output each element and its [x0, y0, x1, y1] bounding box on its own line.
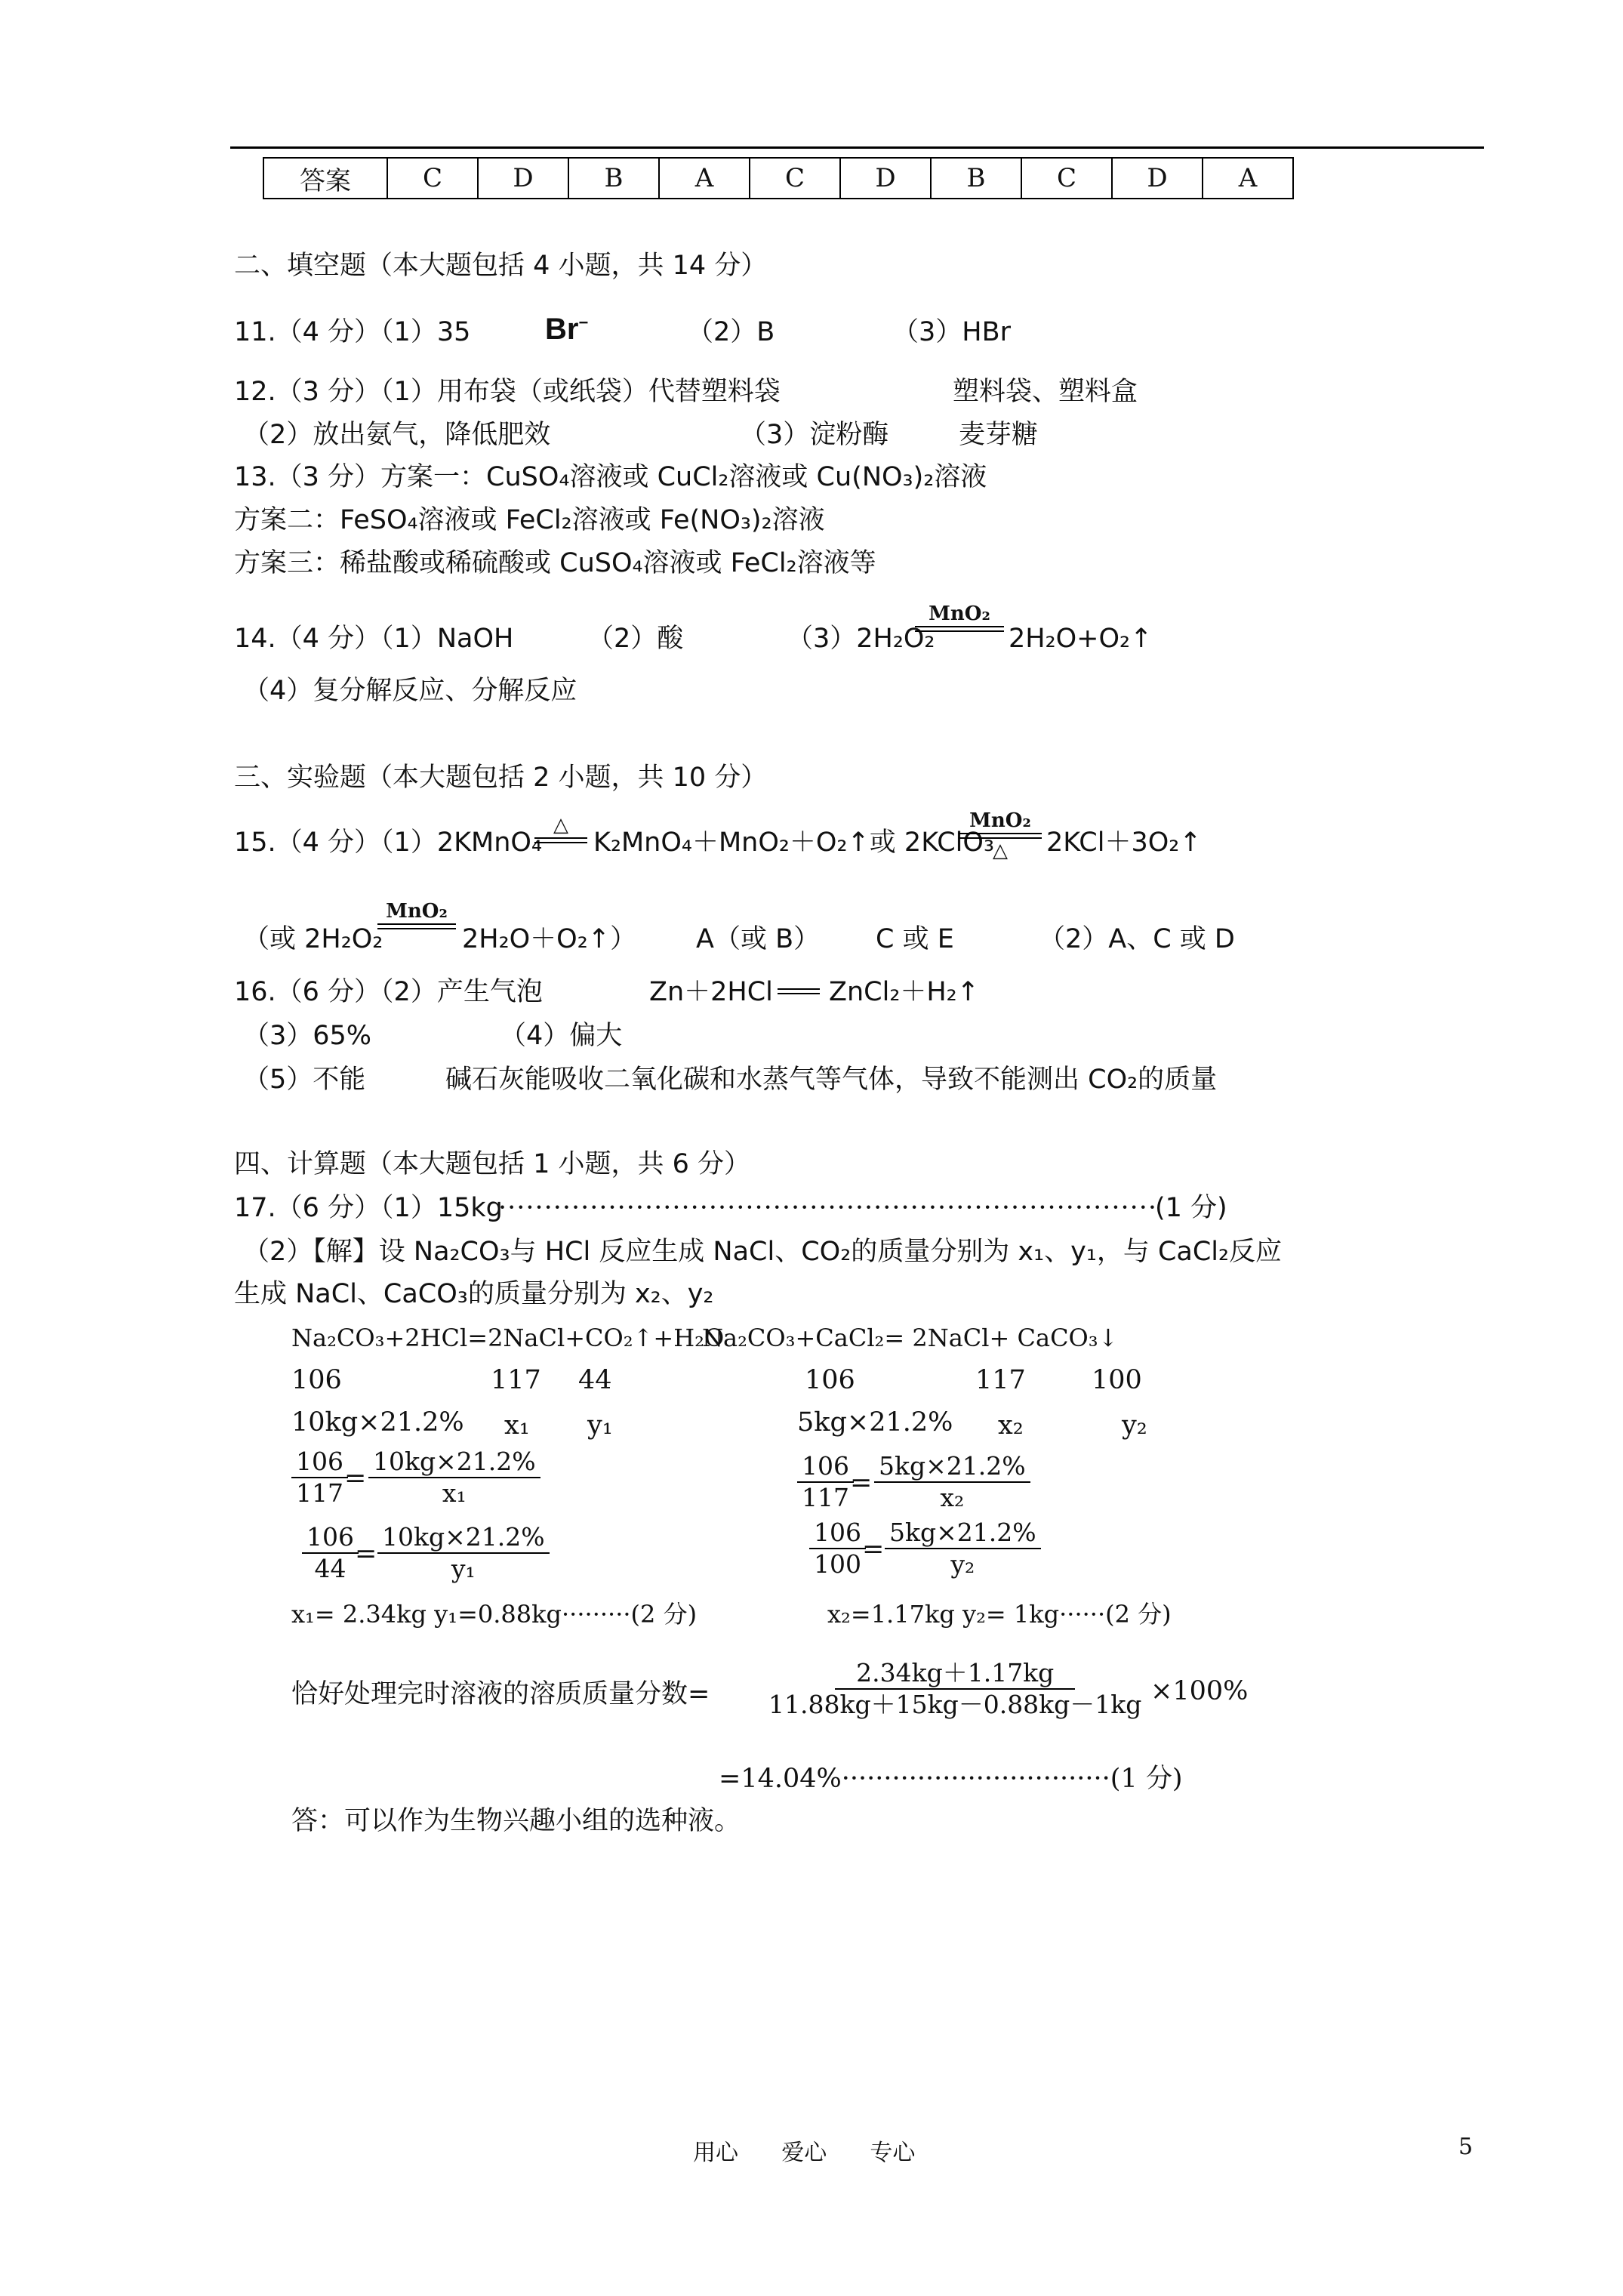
q17-mass5: 117	[975, 1365, 1026, 1395]
q17-value1: 10kg×21.2%	[291, 1407, 464, 1438]
q17-mass2: 117	[491, 1365, 541, 1395]
section3-title: 三、实验题（本大题包括 2 小题，共 10 分）	[234, 763, 768, 793]
q12-part3: （3）淀粉酶	[740, 420, 889, 450]
answer-cell-4: A	[659, 158, 750, 199]
q12-part3b: 麦芽糖	[959, 420, 1039, 450]
q17-ratio4-equals: =	[862, 1534, 885, 1564]
q17-ratio1-left: $\frac{106}{117}$	[291, 1447, 348, 1509]
q12-part2: （2）放出氨气，降低肥效	[243, 420, 551, 450]
q11-part3: （3）HBr	[892, 317, 1011, 347]
q17-ratio2-equals: =	[850, 1468, 873, 1498]
q15-part1f: A（或 B）	[696, 924, 821, 954]
answer-cell-9: D	[1112, 158, 1203, 199]
q17-ratio4-left: $\frac{106}{100}$	[809, 1518, 866, 1579]
answer-cell-8: C	[1021, 158, 1112, 199]
q16-equation-left: Zn＋2HCl	[649, 977, 773, 1007]
q17-solution-line2: 生成 NaCl、CaCO₃的质量分别为 x₂、y₂	[234, 1279, 714, 1309]
q17-final-result: =14.04%································(1 分)	[719, 1764, 1183, 1794]
q16-part4: （4）偏大	[500, 1021, 623, 1051]
q17-percent-multiplier: ×100%	[1150, 1676, 1249, 1706]
q17-part1-dots: ········································································	[498, 1193, 1158, 1223]
answer-cell-6: D	[840, 158, 931, 199]
q17-fraction-label: 恰好处理完时溶液的溶质质量分数=	[291, 1679, 710, 1709]
q17-mass4: 106	[805, 1365, 855, 1395]
answer-table	[263, 157, 1294, 199]
q16-part3: （3）65%	[243, 1021, 372, 1051]
q17-answer: 答：可以作为生物兴趣小组的选种液。	[291, 1806, 741, 1836]
q14-part1: 14.（4 分）（1）NaOH	[234, 624, 514, 654]
q15-part1d: （或 2H₂O₂	[243, 924, 383, 954]
q14-part3: （3）2H₂O₂	[787, 624, 935, 654]
answer-cell-10: A	[1203, 158, 1293, 199]
top-rule	[230, 146, 1484, 149]
answer-cell-3: B	[568, 158, 659, 199]
q17-mass3: 44	[578, 1365, 612, 1395]
q16-arrow	[778, 986, 820, 997]
footer-motto: 用心 爱心 专心	[693, 2140, 916, 2166]
q17-result2: x₂=1.17kg y₂= 1kg······(2 分)	[827, 1600, 1172, 1629]
q15-part1: 15.（4 分）（1）2KMnO₄	[234, 827, 543, 858]
answer-cell-5: C	[750, 158, 840, 199]
q17-equation1: Na₂CO₃+2HCl=2NaCl+CO₂↑+H₂O	[291, 1324, 725, 1352]
q11-part2: （2）B	[687, 317, 775, 347]
q12-part1: 12.（3 分）（1）用布袋（或纸袋）代替塑料袋	[234, 377, 781, 407]
q15-part1e: 2H₂O＋O₂↑）	[462, 924, 637, 954]
q14-part4: （4）复分解反应、分解反应	[243, 676, 577, 706]
q17-value4: 5kg×21.2%	[797, 1407, 953, 1438]
q17-ratio3-left: $\frac{106}{44}$	[302, 1522, 359, 1584]
q11-part1: 11.（4 分）（1）35	[234, 317, 471, 347]
q15-part2: （2）A、C 或 D	[1039, 924, 1235, 954]
q17-mass-fraction: $\frac{2.34kg+1.17kg}{11.88kg+15kg-0.88kg-1kg}$	[768, 1658, 1142, 1719]
q17-ratio3-equals: =	[355, 1539, 377, 1569]
page-number: 5	[1458, 2134, 1474, 2160]
q16-part2: 16.（6 分）（2）产生气泡	[234, 977, 543, 1007]
q17-part1-points: (1 分)	[1155, 1193, 1227, 1223]
q17-ratio4-right: $\frac{5kg\times 21.2\%}{\text{y₂}}$	[885, 1518, 1041, 1579]
q17-result1: x₁= 2.34kg y₁=0.88kg·········(2 分)	[291, 1600, 698, 1629]
q17-part1: 17.（6 分）（1）15kg	[234, 1193, 503, 1223]
q17-ratio1-right: $\frac{10kg\times 21.2\%}{\text{x₁}}$	[368, 1447, 540, 1509]
q15-catalyst-arrow: MnO₂	[377, 901, 456, 932]
q17-value6: y₂	[1122, 1410, 1147, 1441]
section2-title: 二、填空题（本大题包括 4 小题，共 14 分）	[234, 251, 768, 281]
q15-part1g: C 或 E	[876, 924, 954, 954]
q15-part1c: 2KCl＋3O₂↑	[1046, 827, 1202, 858]
q15-catalyst-heat-arrow: MnO₂ △	[959, 811, 1042, 861]
q17-equation2: Na₂CO₃+CaCl₂= 2NaCl+ CaCO₃↓	[702, 1324, 1119, 1352]
answer-table-header: 答案	[263, 158, 387, 199]
q14-part3-products: 2H₂O+O₂↑	[1009, 624, 1153, 654]
q17-ratio3-right: $\frac{10kg\times 21.2\%}{\text{y₁}}$	[377, 1522, 550, 1584]
q16-part5: （5）不能	[243, 1065, 366, 1095]
q17-ratio2-left: $\frac{106}{117}$	[797, 1451, 854, 1513]
q12-part1b: 塑料袋、塑料盒	[953, 377, 1138, 407]
q13-line1: 13.（3 分）方案一：CuSO₄溶液或 CuCl₂溶液或 Cu(NO₃)₂溶液	[234, 462, 987, 492]
section4-title: 四、计算题（本大题包括 1 小题，共 6 分）	[234, 1149, 751, 1179]
q17-ratio1-equals: =	[344, 1463, 367, 1493]
answer-cell-2: D	[478, 158, 568, 199]
q17-ratio2-right: $\frac{5kg\times 21.2\%}{\text{x₂}}$	[874, 1451, 1030, 1513]
q17-value3: y₁	[587, 1410, 613, 1441]
answer-cell-1: C	[387, 158, 478, 199]
q11-bromide: Br−	[545, 313, 589, 346]
q14-catalyst-arrow: MnO₂	[915, 604, 1004, 634]
q15-heat-arrow: △	[534, 815, 587, 846]
q17-mass6: 100	[1092, 1365, 1142, 1395]
q17-value5: x₂	[998, 1410, 1024, 1441]
q13-line2: 方案二：FeSO₄溶液或 FeCl₂溶液或 Fe(NO₃)₂溶液	[234, 505, 825, 535]
q15-part1b: K₂MnO₄＋MnO₂＋O₂↑或 2KClO₃	[593, 827, 994, 858]
q17-value2: x₁	[504, 1410, 530, 1441]
q13-line3: 方案三：稀盐酸或稀硫酸或 CuSO₄溶液或 FeCl₂溶液等	[234, 548, 876, 578]
q14-part2: （2）酸	[587, 624, 684, 654]
q16-part5-reason: 碱石灰能吸收二氧化碳和水蒸气等气体，导致不能测出 CO₂的质量	[445, 1065, 1218, 1095]
q17-mass1: 106	[291, 1365, 342, 1395]
q16-equation-right: ZnCl₂＋H₂↑	[829, 977, 980, 1007]
q17-solution-line1: （2）【解】设 Na₂CO₃与 HCl 反应生成 NaCl、CO₂的质量分别为 x₁、y₁，与 CaCl₂反应	[243, 1237, 1283, 1267]
answer-cell-7: B	[931, 158, 1021, 199]
